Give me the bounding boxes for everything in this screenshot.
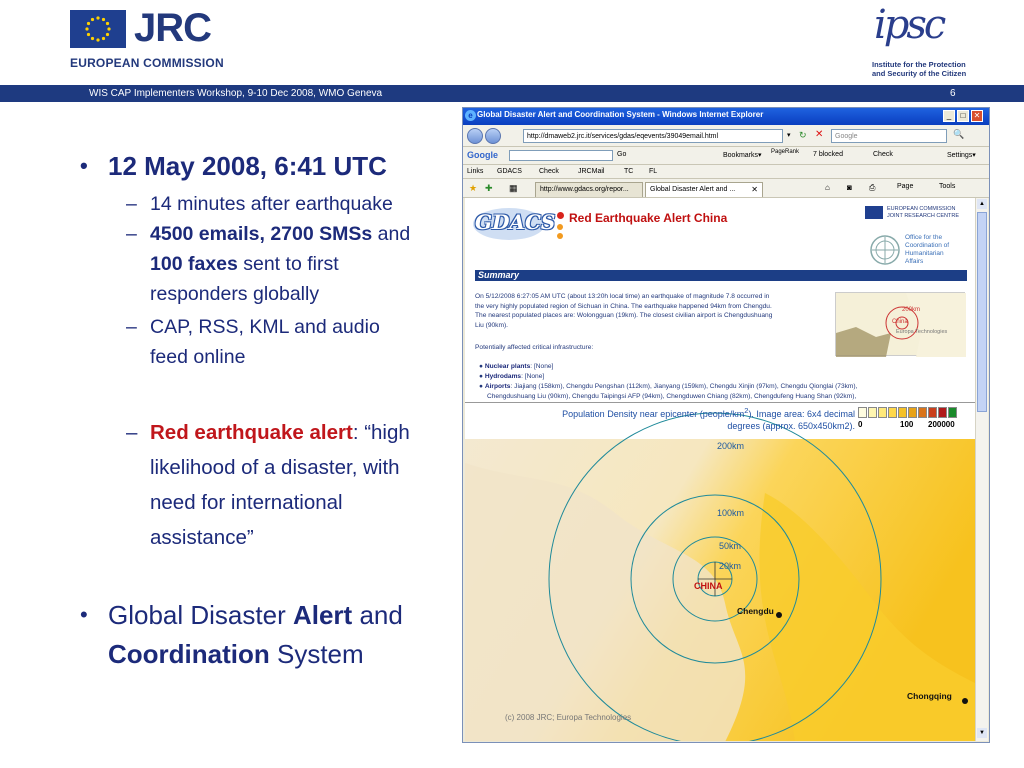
google-toolbar: [463, 147, 989, 165]
bookmarks-menu[interactable]: Bookmarks▾: [723, 152, 762, 159]
red-alert-line2: likelihood of a disaster, with: [150, 456, 400, 479]
infra-hydro: ● Hydrodams: [None]: [479, 373, 545, 380]
legend-max: 200000: [928, 420, 955, 429]
population-map-canvas: [465, 403, 975, 741]
jrc-wordmark: JRC: [134, 6, 212, 50]
ocha-logo: [869, 234, 969, 268]
population-map-title: [505, 405, 855, 432]
gdacs-and: and: [352, 600, 403, 630]
alert-orange-dot-icon: [557, 224, 563, 230]
infra-airports-value: : Jiajiang (158km), Chengdu Pengshan (112km), Jianyang (159km), Chengdu Xinjin (97km), Chengdu Qionglai (73km),: [510, 383, 858, 390]
minimap-copyright: Europa Technologies: [896, 329, 948, 335]
alert-red-dot-icon: [557, 212, 564, 219]
tools-menu[interactable]: Tools: [939, 183, 956, 190]
red-alert-line3: need for international: [150, 491, 343, 514]
infrastructure-heading: Potentially affected critical infrastructure:: [475, 344, 594, 351]
scroll-down-icon[interactable]: ▼: [977, 728, 987, 738]
close-button[interactable]: ✕: [971, 110, 983, 122]
feeds-icon[interactable]: ◙: [847, 183, 852, 192]
feeds-line1: CAP, RSS, KML and audio: [150, 316, 380, 338]
ocha-line4: Affairs: [905, 258, 924, 265]
china-label: CHINA: [694, 581, 723, 591]
gdacs-system: System: [269, 639, 364, 669]
bullet-icon: •: [80, 153, 88, 178]
tab-gdacs-alert[interactable]: [645, 182, 763, 197]
links-label: Links: [467, 168, 484, 175]
dash-icon: –: [126, 193, 137, 215]
ocha-line2: Coordination of: [905, 242, 950, 249]
pop-title-sup: 2: [744, 406, 749, 415]
pop-title-part1: Population Density near epicenter (people/km: [562, 409, 745, 419]
minimap-200km-label: 200km: [902, 307, 921, 313]
overview-minimap[interactable]: [835, 292, 965, 356]
sub-bullet-minutes: [126, 189, 393, 219]
legend-swatch: [868, 407, 877, 418]
dash-icon: –: [126, 316, 137, 338]
maximize-button[interactable]: □: [957, 110, 969, 122]
dropdown-icon[interactable]: ▾: [787, 132, 791, 139]
ocha-line1: Office for the: [905, 234, 943, 241]
pop-title-line2: degrees (approx. 650x450km2).: [727, 421, 855, 431]
add-favorites-icon[interactable]: ✚: [485, 183, 493, 193]
sub-bullet-notifications: [126, 219, 450, 309]
legend-swatch: [858, 407, 867, 418]
address-text: http://dmaweb2.jrc.it/services/gdas/eqevents/39049email.html: [527, 133, 719, 140]
gdacs-logo-text: GDACS: [475, 210, 556, 234]
alert-orange-dot-icon: [557, 233, 563, 239]
density-legend: [858, 407, 958, 431]
workshop-title: WIS CAP Implementers Workshop, 9-10 Dec 2008, WMO Geneva: [89, 88, 383, 99]
sub-bullet-red-alert: [126, 415, 460, 555]
legend-swatch: [938, 407, 947, 418]
legend-min: 0: [858, 420, 863, 429]
spell-check-button[interactable]: Check: [873, 151, 893, 158]
red-alert-line1: : “high: [352, 421, 410, 444]
legend-swatch: [888, 407, 897, 418]
eu-flag-icon: [70, 10, 126, 48]
responders-text: responders globally: [150, 283, 320, 305]
tab-gdacs-report-label: http://www.gdacs.org/repor...: [540, 186, 629, 193]
page-content: [465, 198, 975, 741]
dash-icon: –: [126, 421, 138, 444]
refresh-icon[interactable]: ↻: [799, 130, 807, 140]
window-title: Global Disaster Alert and Coordination System - Windows Internet Explorer: [477, 110, 764, 119]
favorites-star-icon[interactable]: ★: [469, 183, 478, 193]
address-bar[interactable]: [523, 129, 783, 143]
ocha-line3: Humanitarian: [905, 250, 944, 257]
legend-swatch: [898, 407, 907, 418]
vertical-scrollbar[interactable]: [975, 198, 988, 741]
sub-bullet-minutes-text: 14 minutes after earthquake: [150, 193, 393, 215]
ocha-label: [905, 234, 949, 266]
feeds-line2: feed online: [150, 346, 246, 368]
tab-list-icon[interactable]: ▦: [509, 183, 518, 193]
ring-100km-label: 100km: [717, 508, 745, 518]
legend-swatch: [948, 407, 957, 418]
faxes-count: 100 faxes: [150, 253, 238, 275]
map-copyright: (c) 2008 JRC; Europa Technologies: [505, 713, 632, 722]
infra-hydro-label: Hydrodams: [484, 373, 522, 380]
browser-window: [462, 107, 990, 743]
forward-button[interactable]: [485, 128, 501, 144]
pop-title-part2: ). Image area: 6x4 decimal: [748, 409, 855, 419]
gdacs-coordination: Coordination: [108, 639, 270, 669]
sub-bullet-feeds: [126, 312, 450, 372]
european-commission-label: EUROPEAN COMMISSION: [70, 56, 224, 70]
infra-airports-value-2: Chengdushuang Liu (90km), Chengdu Taipingsi AFP (94km), Chengduwen Chiang (82km), Chengdufeng Huang Shan (92km),: [487, 393, 857, 400]
ipsc-tagline-line2: and Security of the Citizen: [872, 69, 967, 78]
pagerank-indicator: PageRank: [771, 149, 800, 155]
emails-sms-count: 4500 emails, 2700 SMSs: [150, 223, 373, 245]
tab-gdacs-alert-label: Global Disaster Alert and ...: [650, 186, 736, 193]
population-map[interactable]: [465, 402, 975, 741]
link-fl[interactable]: FL: [649, 168, 658, 175]
stop-icon[interactable]: ✕: [815, 129, 824, 140]
chongqing-label: Chongqing: [907, 691, 952, 701]
legend-mid: 100: [900, 420, 914, 429]
infra-nuclear: ● Nuclear plants: [None]: [479, 363, 554, 370]
back-button[interactable]: [467, 128, 483, 144]
bullet-gdacs: [80, 596, 403, 674]
sent-text: sent to first: [237, 253, 339, 275]
ring-200km-label: 200km: [717, 441, 745, 451]
links-bar: [463, 165, 989, 179]
red-alert-line4: assistance”: [150, 526, 254, 549]
infra-nuclear-label: Nuclear plants: [484, 363, 531, 370]
tab-gdacs-report[interactable]: [535, 182, 643, 197]
infra-airports: ● Airports: Jiajiang (158km), Chengdu Pengshan (112km), Jianyang (159km), Chengdu Xinjin (97km), Chengdu Qionglai (73km),: [479, 383, 858, 390]
link-jrcmail[interactable]: JRCMail: [578, 168, 605, 175]
print-icon[interactable]: ⎙: [869, 183, 876, 192]
chengdu-label: Chengdu: [737, 606, 774, 616]
search-placeholder: Google: [835, 133, 858, 140]
legend-swatch: [878, 407, 887, 418]
un-emblem-icon: [869, 234, 901, 266]
settings-menu[interactable]: Settings▾: [947, 152, 976, 159]
scroll-up-icon[interactable]: ▲: [977, 199, 987, 209]
red-alert-label: Red earthquake alert: [150, 421, 353, 444]
bullet-date: [80, 150, 387, 183]
summary-line3: The nearest populated places are: Wolongguan (19km). The closest civilian airport is Chengdushuang: [475, 312, 773, 319]
go-button[interactable]: Go: [617, 151, 627, 158]
dash-icon: –: [126, 223, 137, 245]
minimap-china-label: China: [892, 319, 908, 325]
gdacs-logo: [473, 204, 556, 244]
tabs-bar: [463, 179, 989, 198]
gdacs-alert: Alert: [292, 600, 353, 630]
link-check[interactable]: Check: [539, 168, 559, 175]
ec-small-label: EUROPEAN COMMISSION: [887, 206, 956, 212]
bullet-date-text: 12 May 2008, 6:41 UTC: [108, 151, 387, 181]
bullet-icon: •: [80, 602, 88, 627]
minimize-button[interactable]: _: [943, 110, 955, 122]
jrc-small-label: JOINT RESEARCH CENTRE: [887, 213, 960, 219]
legend-swatch: [928, 407, 937, 418]
infra-hydro-value: : [None]: [521, 373, 545, 380]
link-tc[interactable]: TC: [624, 168, 634, 175]
ie-icon: e: [465, 110, 476, 121]
infra-airports-label: Airports: [484, 383, 511, 390]
page-menu[interactable]: Page: [897, 183, 914, 190]
ipsc-tagline-line1: Institute for the Protection: [872, 60, 966, 69]
summary-line2: the very highly populated region of Sichuan in China. The earthquake happened 94km from Chengdu.: [475, 302, 772, 310]
ring-20km-label: 20km: [719, 561, 742, 571]
home-icon[interactable]: ⌂: [825, 183, 830, 192]
ring-50km-label: 50km: [719, 541, 742, 551]
infra-nuclear-value: : [None]: [530, 363, 554, 370]
google-logo: Google: [467, 150, 498, 160]
address-toolbar: [463, 125, 989, 147]
summary-text: [475, 292, 830, 330]
summary-line4: Liu (90km).: [475, 321, 508, 329]
tab-close-icon[interactable]: ✕: [751, 185, 758, 194]
summary-line1: On 5/12/2008 6:27:05 AM UTC (about 13:20h local time) an earthquake of magnitude 7.8 occurred in: [475, 293, 770, 300]
ipsc-logo: [868, 4, 968, 82]
popup-blocked[interactable]: 7 blocked: [813, 151, 843, 158]
summary-heading: Summary: [475, 270, 967, 281]
window-titlebar[interactable]: [463, 108, 989, 125]
alert-title: Red Earthquake Alert China: [569, 211, 728, 225]
legend-swatch: [918, 407, 927, 418]
ipsc-wordmark: ipsc: [874, 2, 944, 48]
legend-swatch: [908, 407, 917, 418]
eu-flag-small-icon: [865, 206, 883, 219]
slide-number: 6: [950, 88, 956, 99]
search-input[interactable]: [831, 129, 947, 143]
ipsc-tagline: [872, 60, 966, 78]
and-text: and: [372, 223, 411, 245]
jrc-logo: [70, 6, 224, 72]
gdacs-global-disaster: Global Disaster: [108, 600, 293, 630]
workshop-banner: [0, 85, 1024, 102]
link-gdacs[interactable]: GDACS: [497, 168, 522, 175]
scroll-thumb[interactable]: [977, 212, 987, 412]
search-icon[interactable]: 🔍: [953, 129, 965, 139]
google-search-field[interactable]: [509, 150, 613, 161]
